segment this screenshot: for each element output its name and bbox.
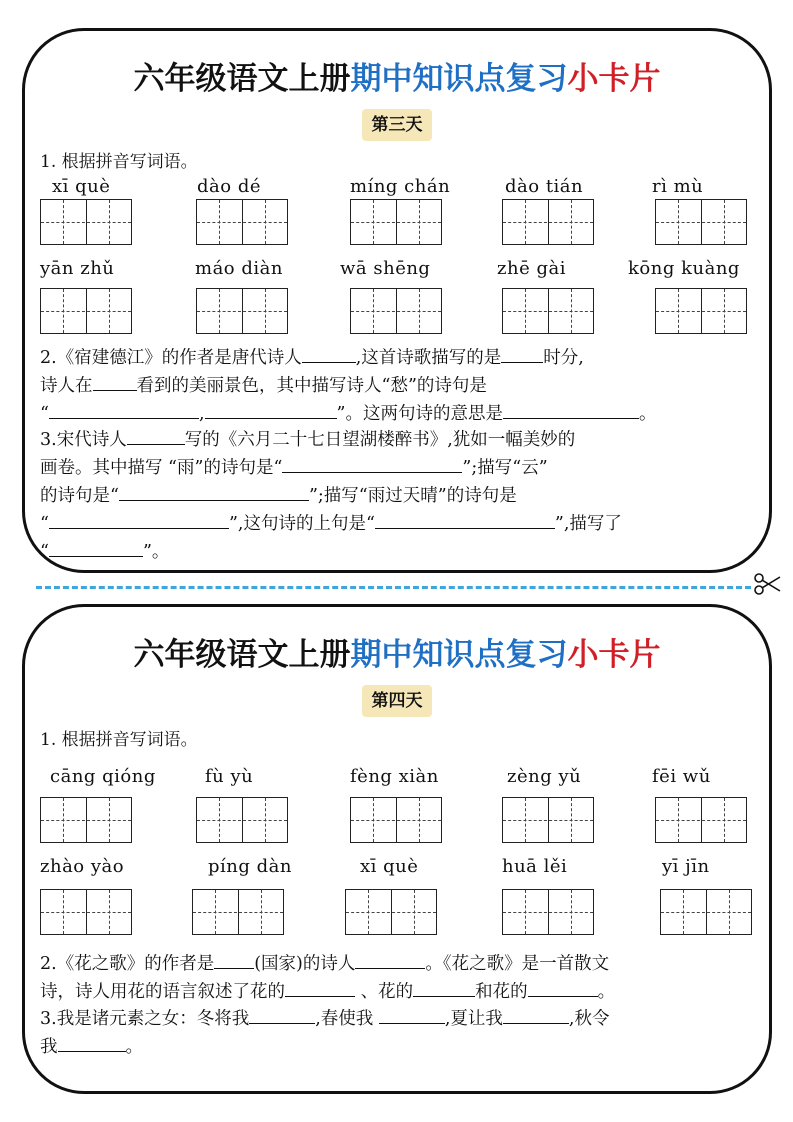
text: 和花的 [475, 982, 528, 1002]
text: “ [40, 514, 49, 534]
text: 3.我是诸元素之女：冬将我 [40, 1009, 250, 1029]
pinyin: rì mù [652, 176, 704, 197]
card-title [25, 53, 769, 98]
answer-blank[interactable] [127, 426, 185, 445]
text: 诗人在 [40, 376, 93, 396]
writing-grid[interactable] [350, 797, 442, 843]
text: 看到的美丽景色，其中描写诗人“愁”的诗句是 [136, 376, 487, 396]
review-card-day-3 [22, 28, 772, 573]
writing-grid[interactable] [350, 199, 442, 245]
pinyin: fēi wǔ [652, 766, 711, 787]
text: ”,这句诗的上句是“ [228, 514, 375, 534]
writing-grid[interactable] [655, 797, 747, 843]
writing-grid[interactable] [350, 288, 442, 334]
pinyin: cāng qióng [50, 766, 156, 787]
answer-blank[interactable] [49, 538, 143, 557]
answer-blank[interactable] [58, 1033, 126, 1052]
answer-blank[interactable] [282, 454, 462, 473]
text: 我 [40, 1037, 58, 1057]
text: 的诗句是“ [40, 486, 119, 506]
writing-grid[interactable] [345, 889, 437, 935]
text: ,夏让我 [444, 1009, 503, 1029]
writing-grid[interactable] [192, 889, 284, 935]
text: “ [40, 542, 49, 562]
answer-blank[interactable] [413, 978, 475, 997]
pinyin: xī què [52, 176, 111, 197]
text: 。《花之歌》是一首散文 [425, 954, 610, 974]
answer-blank[interactable] [355, 950, 425, 969]
pinyin: wā shēng [340, 258, 431, 279]
question-3 [40, 1005, 758, 1061]
pinyin: kōng kuàng [628, 258, 740, 279]
pinyin: máo diàn [195, 258, 283, 279]
pinyin: yān zhǔ [40, 258, 115, 279]
text: 。 [597, 982, 616, 1002]
answer-blank[interactable] [501, 344, 543, 363]
answer-blank[interactable] [205, 400, 337, 419]
text: 2.《花之歌》的作者是 [40, 954, 215, 974]
instruction: 1. 根据拼音写词语。 [40, 152, 198, 172]
pinyin: míng chán [350, 176, 451, 197]
writing-grid[interactable] [40, 889, 132, 935]
answer-blank[interactable] [503, 1005, 569, 1024]
writing-grid[interactable] [502, 797, 594, 843]
question-2 [40, 344, 758, 428]
text: 写的《六月二十七日望湖楼醉书》,犹如一幅美妙的 [184, 430, 576, 450]
pinyin: yī jīn [662, 856, 710, 877]
pinyin: zhào yào [40, 856, 125, 877]
text: ”,描写了 [554, 514, 622, 534]
answer-blank[interactable] [49, 400, 199, 419]
pinyin: huā lěi [502, 856, 568, 877]
title-part-3: 小卡片 [567, 61, 661, 97]
text: 时分, [543, 348, 584, 368]
answer-blank[interactable] [379, 1005, 445, 1024]
title-part-3: 小卡片 [567, 637, 661, 673]
answer-blank[interactable] [119, 482, 309, 501]
title-part-1: 六年级语文上册 [133, 61, 351, 97]
text: 3.宋代诗人 [40, 430, 127, 450]
instruction: 1. 根据拼音写词语。 [40, 730, 198, 750]
pinyin: dào dé [197, 176, 261, 197]
writing-grid[interactable] [660, 889, 752, 935]
title-part-2: 期中知识点复习 [350, 61, 568, 97]
text: ”;描写“云” [462, 458, 548, 478]
writing-grid[interactable] [196, 288, 288, 334]
answer-blank[interactable] [214, 950, 254, 969]
question-3 [40, 426, 758, 566]
text: “ [40, 404, 49, 424]
writing-grid[interactable] [40, 199, 132, 245]
answer-blank[interactable] [285, 978, 355, 997]
answer-blank[interactable] [503, 400, 639, 419]
scissors-icon [752, 569, 782, 599]
text: ”;描写“雨过天晴”的诗句是 [308, 486, 517, 506]
writing-grid[interactable] [40, 797, 132, 843]
answer-blank[interactable] [528, 978, 598, 997]
text: , [198, 404, 205, 424]
writing-grid[interactable] [40, 288, 132, 334]
writing-grid[interactable] [196, 797, 288, 843]
text: 2.《宿建德江》的作者是唐代诗人 [40, 348, 302, 368]
writing-grid[interactable] [502, 288, 594, 334]
question-2 [40, 950, 758, 1006]
writing-grid[interactable] [502, 199, 594, 245]
pinyin: fèng xiàn [350, 766, 439, 787]
text: (国家)的诗人 [254, 954, 356, 974]
answer-blank[interactable] [93, 372, 137, 391]
card-title [25, 629, 769, 674]
pinyin: píng dàn [208, 856, 292, 877]
text: 诗，诗人用花的语言叙述了花的 [40, 982, 285, 1002]
pinyin: fù yù [205, 766, 254, 787]
review-card-day-4 [22, 604, 772, 1094]
answer-blank[interactable] [49, 510, 229, 529]
title-part-1: 六年级语文上册 [133, 637, 351, 673]
pinyin: dào tián [505, 176, 584, 197]
writing-grid[interactable] [196, 199, 288, 245]
text: 画卷。其中描写 “雨”的诗句是“ [40, 458, 283, 478]
writing-grid[interactable] [502, 889, 594, 935]
answer-blank[interactable] [375, 510, 555, 529]
pinyin: zhē gài [497, 258, 566, 279]
pinyin: xī què [360, 856, 419, 877]
text: ”。这两句诗的意思是 [336, 404, 503, 424]
answer-blank[interactable] [249, 1005, 315, 1024]
day-badge: 第三天 [362, 109, 432, 141]
text: ,春使我 [315, 1009, 379, 1029]
title-part-2: 期中知识点复习 [350, 637, 568, 673]
cut-line [36, 586, 751, 589]
pinyin: zèng yǔ [507, 766, 582, 787]
text: 。 [125, 1037, 143, 1057]
day-badge: 第四天 [362, 685, 432, 717]
answer-blank[interactable] [302, 344, 356, 363]
text: 。 [638, 404, 657, 424]
text: ”。 [142, 542, 170, 562]
text: 、花的 [355, 982, 414, 1002]
writing-grid[interactable] [655, 288, 747, 334]
writing-grid[interactable] [655, 199, 747, 245]
text: ,这首诗歌描写的是 [355, 348, 502, 368]
text: ,秋令 [568, 1009, 610, 1029]
